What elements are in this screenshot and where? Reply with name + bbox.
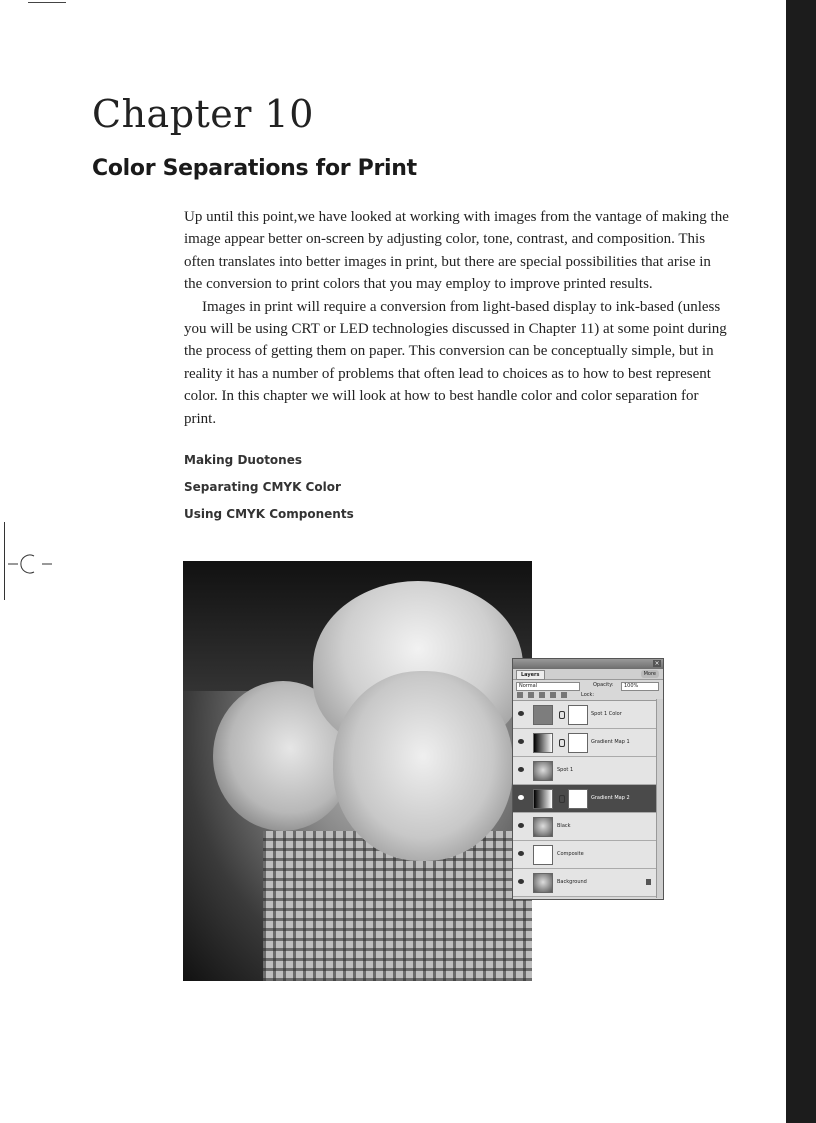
link-icon [559,711,565,719]
layer-row [513,757,663,785]
topic-item: Separating CMYK Color [184,480,341,494]
registration-mark-icon [8,552,52,576]
eye-icon [518,879,524,884]
close-icon: × [654,660,660,667]
layer-name: Spot 1 Color [591,711,622,717]
opacity-field: 100% [621,682,659,691]
panel-scrollbar [656,699,663,898]
layer-thumbnail [533,733,553,753]
layer-row [513,729,663,757]
opacity-label: Opacity: [593,682,614,688]
tab-layers: Layers [516,670,545,680]
chapter-label: Chapter 10 [92,92,314,136]
eye-icon [518,711,524,716]
eye-icon [518,767,524,772]
lock-row [513,690,663,701]
eye-icon [518,823,524,828]
layer-row [513,841,663,869]
chapter-title: Color Separations for Print [92,156,417,181]
boy-face [333,671,513,861]
layer-row-selected [513,785,663,813]
layer-mask-thumbnail [568,733,588,753]
eye-icon [518,739,524,744]
page-edge-bar [786,0,816,1123]
children-photo [183,561,532,981]
link-icon [559,795,565,803]
lock-options-icon [517,692,567,698]
intro-paragraph: Images in print will require a conversion from light-based display to ink-based (unless you will be using CRT or LED technologies discussed in Chapter 11) at some point during the process of getting them on paper. This conversion can be conceptually simple, but in reality it has a number of problems that often lead to choices as to how to best represent color. In this chapter we will look at how to best handle color and color separation for print. [184,298,727,427]
intro-paragraph: Up until this point,we have looked at working with images from the vantage of making the image appear better on-screen by adjusting color, tone, contrast, and composition. This often translates into better images in print, but there are special possibilities that arise in the conversion to print colors that you may employ to improve printed results. [184,209,729,293]
layer-name: Gradient Map 2 [591,795,630,801]
layer-mask-thumbnail [568,789,588,809]
panel-titlebar [513,659,663,669]
layer-thumbnail [533,845,553,865]
layer-name: Black [557,823,571,829]
layer-row [513,869,663,897]
layer-thumbnail [533,817,553,837]
more-button: More [641,670,659,678]
layer-name: Background [557,879,587,885]
lock-icon [646,879,651,885]
layer-mask-thumbnail [568,705,588,725]
layer-thumbnail [533,705,553,725]
layer-thumbnail [533,761,553,781]
lock-label: Lock: [581,692,595,698]
topic-item: Using CMYK Components [184,507,354,521]
layer-row [513,813,663,841]
layer-name: Composite [557,851,584,857]
panel-controls [513,680,663,690]
eye-icon [518,851,524,856]
crop-mark-top [28,2,66,3]
layer-row [513,701,663,729]
layer-name: Gradient Map 1 [591,739,630,745]
layer-thumbnail [533,789,553,809]
link-icon [559,739,565,747]
chapter-intro [184,206,730,430]
layers-panel-screenshot [512,658,664,900]
eye-icon [518,795,524,800]
crop-mark-left [4,522,5,600]
layer-name: Spot 1 [557,767,574,773]
blend-mode-select: Normal [516,682,580,691]
panel-tabs [513,669,663,680]
topic-item: Making Duotones [184,453,302,467]
topic-list [184,452,354,533]
layer-thumbnail [533,873,553,893]
